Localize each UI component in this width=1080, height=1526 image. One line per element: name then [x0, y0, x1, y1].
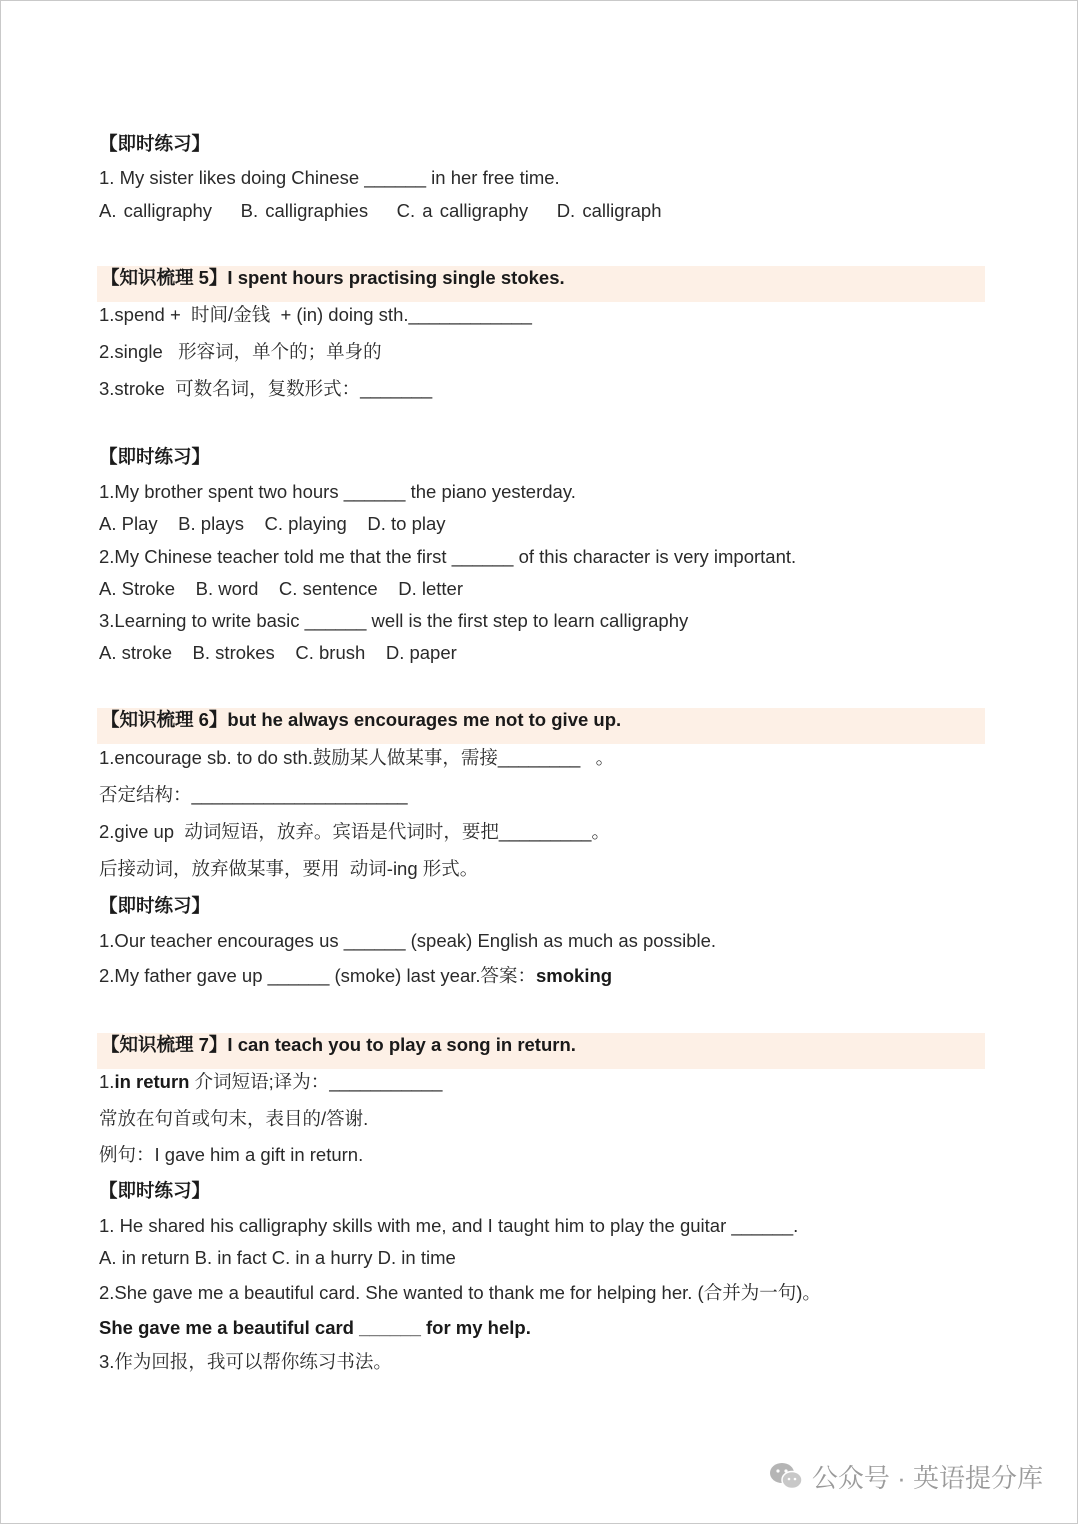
question-options: A. Stroke B. word C. sentence D. letter: [99, 578, 463, 599]
knowledge-title: 【知识梳理 6】but he always encourages me not to give up.: [101, 709, 622, 730]
line-prefix: 1.: [99, 1071, 115, 1092]
question-text: 3.Learning to write basic ______ well is the first step to learn calligraphy: [99, 610, 689, 631]
practice-heading: 【即时练习】: [99, 446, 211, 467]
knowledge-line: 后接动词，放弃做某事，要用 动词-ing 形式。: [99, 858, 479, 879]
question-text: 3.作为回报，我可以帮你练习书法。: [99, 1351, 392, 1372]
phrase-bold: in return: [114, 1071, 190, 1092]
question-text: 2.My Chinese teacher told me that the first ______ of this character is very important.: [99, 546, 797, 567]
knowledge-line: 否定结构：_____________________: [99, 784, 408, 805]
knowledge-line: 1.encourage sb. to do sth.鼓励某人做某事，需接________ 。: [99, 747, 615, 768]
question-text: 1. He shared his calligraphy skills with me, and I taught him to play the guitar ______.: [99, 1215, 799, 1236]
knowledge-title: 【知识梳理 7】I can teach you to play a song in return.: [101, 1034, 576, 1055]
question-options: A. Play B. plays C. playing D. to play: [99, 513, 446, 534]
question-options: A. calligraphy B. calligraphies C. a calligraphy D. calligraph: [99, 200, 662, 221]
question-text: 1. My sister likes doing Chinese ______ in her free time.: [99, 167, 560, 188]
knowledge-line: 2.single 形容词，单个的；单身的: [99, 341, 382, 362]
answer-text: smoking: [536, 965, 613, 986]
practice-heading: 【即时练习】: [99, 1180, 211, 1201]
question-body: 2.My father gave up ______ (smoke) last year.答案：: [99, 965, 537, 986]
answer-text: She gave me a beautiful card ______ for my help.: [99, 1317, 531, 1338]
question-text: 1.Our teacher encourages us ______ (speak) English as much as possible.: [99, 930, 717, 951]
practice-heading: 【即时练习】: [99, 133, 211, 154]
wechat-icon: [768, 1461, 804, 1491]
question-text: 2.She gave me a beautiful card. She wanted to thank me for helping her. (合并为一句)。: [99, 1282, 821, 1303]
knowledge-line: 2.give up 动词短语，放弃。宾语是代词时，要把_________。: [99, 821, 610, 842]
knowledge-line: 3.stroke 可数名词，复数形式：_______: [99, 378, 433, 399]
question-text: 1.My brother spent two hours ______ the piano yesterday.: [99, 481, 576, 502]
question-options: A. in return B. in fact C. in a hurry D. in time: [99, 1247, 456, 1268]
knowledge-line: 常放在句首或句末，表目的/答谢.: [99, 1108, 369, 1129]
footer-watermark: [768, 1459, 1043, 1493]
question-options: A. stroke B. strokes C. brush D. paper: [99, 642, 457, 663]
footer-text: 公众号 · 英语提分库: [811, 1462, 1043, 1493]
knowledge-line: 1.spend + 时间/金钱 + (in) doing sth.____________: [99, 304, 532, 325]
practice-heading: 【即时练习】: [99, 895, 211, 916]
knowledge-line: 例句：I gave him a gift in return.: [99, 1144, 364, 1165]
knowledge-title: 【知识梳理 5】I spent hours practising single stokes.: [101, 267, 565, 288]
line-rest: 介词短语;译为：___________: [189, 1071, 443, 1092]
question-text: [99, 963, 612, 989]
knowledge-line: [99, 1069, 442, 1095]
